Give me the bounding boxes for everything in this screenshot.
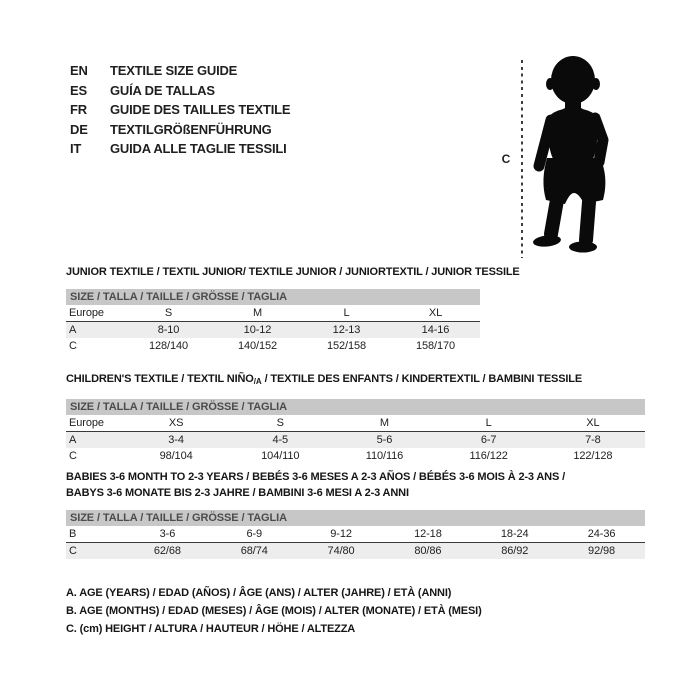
language-code: ES xyxy=(70,82,87,98)
value-cell: 98/104 xyxy=(159,450,193,462)
size-table xyxy=(66,510,645,559)
row-label-cell: Europe xyxy=(66,415,124,432)
value-cell: 92/98 xyxy=(588,545,616,557)
footnotes xyxy=(66,584,482,638)
value-cell: L xyxy=(302,305,391,322)
size-table xyxy=(66,289,480,354)
table-row xyxy=(66,448,645,464)
value-cell: 12-13 xyxy=(332,324,361,336)
size-table xyxy=(66,399,645,464)
value-cell: 140/152 xyxy=(237,340,278,352)
table-row xyxy=(66,305,480,322)
footnote-line: C. (cm) HEIGHT / ALTURA / HAUTEUR / HÖHE / ALTEZZA xyxy=(66,623,356,635)
value-cell: 6-9 xyxy=(211,526,298,543)
language-row xyxy=(70,61,290,81)
value-cell: M xyxy=(213,305,302,322)
value-cell: 62/68 xyxy=(153,545,181,557)
value-cell: 86/92 xyxy=(501,545,529,557)
value-cell: 152/158 xyxy=(326,340,367,352)
language-guide xyxy=(70,61,290,159)
value-cell: L xyxy=(437,415,541,432)
row-label-cell: A xyxy=(69,324,77,336)
size-header-cell: SIZE / TALLA / TAILLE / GRÖSSE / TAGLIA xyxy=(66,289,480,305)
section-babies-textile xyxy=(66,469,645,559)
table-row xyxy=(66,322,480,339)
language-code: FR xyxy=(70,102,87,117)
table-row xyxy=(66,432,645,449)
title-gap xyxy=(66,280,520,289)
value-cell: 68/74 xyxy=(240,545,268,557)
value-cell: 5-6 xyxy=(376,434,393,446)
language-label: GUIDA ALLE TAGLIE TESSILI xyxy=(110,141,287,156)
value-cell: 12-18 xyxy=(384,526,471,543)
value-cell: 158/170 xyxy=(415,340,456,352)
language-row xyxy=(70,139,290,159)
language-label: GUÍA DE TALLAS xyxy=(110,82,215,98)
section-junior-textile xyxy=(66,264,520,354)
table-row xyxy=(66,415,645,432)
value-cell: 3-6 xyxy=(124,526,211,543)
table-row xyxy=(66,338,480,354)
value-cell: 18-24 xyxy=(471,526,558,543)
size-header-cell: SIZE / TALLA / TAILLE / GRÖSSE / TAGLIA xyxy=(66,399,645,415)
section-title-subscript: /A xyxy=(253,377,262,386)
table-body xyxy=(66,289,480,354)
row-label-cell: C xyxy=(69,545,77,557)
section-title-text: / TEXTILE DES ENFANTS / KINDERTEXTIL / BAMBINI TESSILE xyxy=(261,373,583,385)
footnote-line: B. AGE (MONTHS) / EDAD (MESES) / ÂGE (MOIS) / ALTER (MONATE) / ETÀ (MESI) xyxy=(66,605,482,617)
baby-silhouette-icon xyxy=(531,54,621,254)
value-cell: 128/140 xyxy=(148,340,189,352)
table-row xyxy=(66,543,645,560)
value-cell: 9-12 xyxy=(298,526,385,543)
size-header-row xyxy=(66,510,645,526)
value-cell: XL xyxy=(541,415,645,432)
value-cell: 8-10 xyxy=(157,324,180,336)
value-cell: S xyxy=(124,305,213,322)
language-label: GUIDE DES TAILLES TEXTILE xyxy=(110,102,291,117)
table-row xyxy=(66,526,645,543)
value-cell: 14-16 xyxy=(421,324,450,336)
size-header-cell: SIZE / TALLA / TAILLE / GRÖSSE / TAGLIA xyxy=(66,510,645,526)
row-label-cell: B xyxy=(66,526,124,543)
table-body xyxy=(66,399,645,464)
language-row xyxy=(70,81,290,101)
value-cell: S xyxy=(228,415,332,432)
language-code: IT xyxy=(70,141,82,156)
row-label-cell: C xyxy=(69,450,77,462)
section-title: JUNIOR TEXTILE / TEXTIL JUNIOR/ TEXTILE JUNIOR / JUNIORTEXTIL / JUNIOR TESSILE xyxy=(66,266,520,278)
section-title: BABIES 3-6 MONTH TO 2-3 YEARS / BEBÉS 3-6 MESES A 2-3 AÑOS / BÉBÉS 3-6 MOIS À 2-3 ANS / xyxy=(66,471,565,483)
language-label: TEXTILE SIZE GUIDE xyxy=(110,63,238,78)
value-cell: 104/110 xyxy=(261,450,300,462)
value-cell: 80/86 xyxy=(414,545,442,557)
title-gap xyxy=(66,501,645,510)
section-title: BABYS 3-6 MONATE BIS 2-3 JAHRE / BAMBINI 3-6 MESI A 2-3 ANNI xyxy=(66,487,409,499)
row-label-cell: A xyxy=(69,434,77,446)
value-cell: 116/122 xyxy=(469,450,508,462)
title-gap xyxy=(66,390,645,399)
value-cell: 10-12 xyxy=(243,324,272,336)
value-cell: 122/128 xyxy=(573,450,613,462)
size-header-row xyxy=(66,399,645,415)
value-cell: XL xyxy=(391,305,480,322)
language-label: TEXTILGRÖßENFÜHRUNG xyxy=(110,121,272,137)
value-cell: 6-7 xyxy=(480,434,497,446)
value-cell: 3-4 xyxy=(168,434,184,446)
value-cell: M xyxy=(332,415,436,432)
value-cell: 7-8 xyxy=(585,434,601,446)
row-label-cell: Europe xyxy=(66,305,124,322)
value-cell: 110/116 xyxy=(365,450,404,462)
language-row xyxy=(70,100,290,120)
section-title xyxy=(66,371,645,390)
section-childrens-textile xyxy=(66,371,645,464)
value-cell: 24-36 xyxy=(558,526,645,543)
row-label-cell: C xyxy=(69,340,77,352)
height-measure-label: C xyxy=(501,152,511,166)
table-body xyxy=(66,510,645,559)
value-cell: 4-5 xyxy=(272,434,289,446)
language-row xyxy=(70,120,290,140)
value-cell: 74/80 xyxy=(327,545,355,557)
height-measure-dashed-line xyxy=(521,60,523,258)
value-cell: XS xyxy=(124,415,228,432)
section-title-text: CHILDREN'S TEXTILE / TEXTIL NIÑO xyxy=(66,373,254,385)
size-header-row xyxy=(66,289,480,305)
footnote-line: A. AGE (YEARS) / EDAD (AÑOS) / ÂGE (ANS) / ALTER (JAHRE) / ETÀ (ANNI) xyxy=(66,587,452,599)
language-code: DE xyxy=(70,121,88,137)
language-code: EN xyxy=(70,63,88,78)
